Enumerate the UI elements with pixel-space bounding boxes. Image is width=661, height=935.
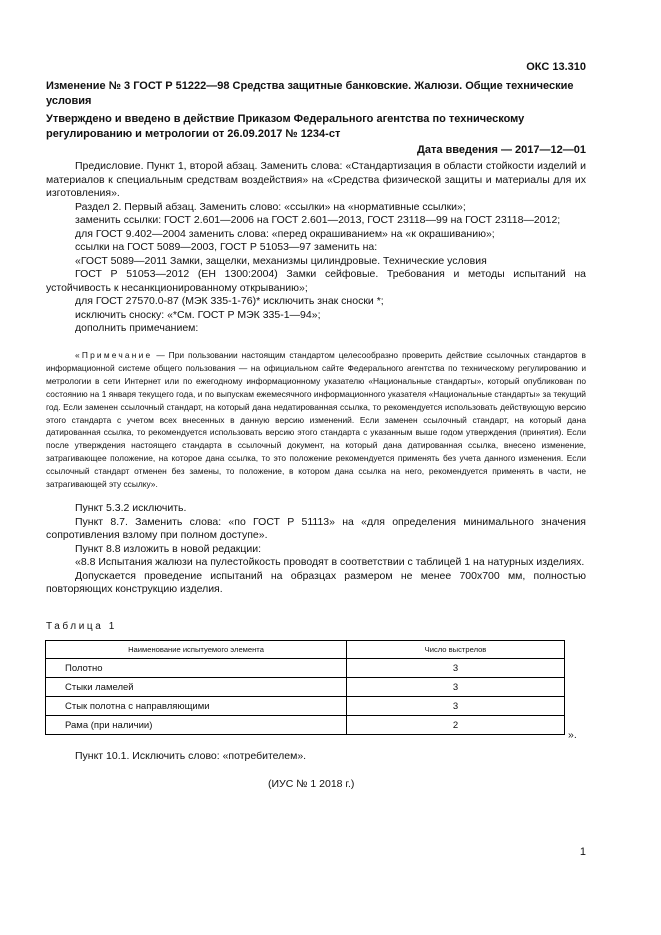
- effective-date: Дата введения — 2017—12—01: [417, 144, 586, 156]
- note-label: «Примечание: [75, 350, 153, 360]
- table-row: [46, 678, 565, 697]
- element-name-cell: Стык полотна с направляющими: [46, 697, 347, 716]
- paragraph: дополнить примечанием:: [75, 322, 199, 334]
- element-name-cell: Полотно: [46, 659, 347, 678]
- table-row: [46, 716, 565, 735]
- column-header-element: Наименование испытуемого элемента: [46, 641, 347, 659]
- shots-table: [45, 640, 565, 735]
- column-header-shots: Число выстрелов: [347, 641, 565, 659]
- shots-cell: 3: [347, 678, 565, 697]
- approval-statement: Утверждено и введено в действие Приказом Федерального агентства по техническому регулированию и метрологии от 26.09.2017 № 1234-ст: [46, 113, 525, 140]
- note-paragraph: [46, 349, 586, 491]
- okc-code: ОКС 13.310: [526, 61, 586, 73]
- paragraph: Пункт 5.3.2 исключить.: [75, 502, 187, 514]
- paragraph-10-1: Пункт 10.1. Исключить слово: «потребителем».: [75, 750, 307, 762]
- shots-cell: 2: [347, 716, 565, 735]
- closing-quote: ».: [568, 729, 577, 741]
- shots-cell: 3: [347, 697, 565, 716]
- table-header-row: [46, 641, 565, 659]
- paragraph: Пункт 8.7. Заменить слова: «по ГОСТ Р 51113» на «для определения минимального значения сопротивления взлому при полном доступе».: [46, 515, 586, 541]
- page-number: 1: [579, 846, 586, 858]
- table-label: Таблица 1: [46, 621, 117, 632]
- element-name-cell: Рама (при наличии): [46, 716, 347, 735]
- paragraph: ГОСТ Р 51053—2012 (ЕН 1300:2004) Замки сейфовые. Требования и методы испытаний на устойчивость к несанкционированному открыванию»;: [46, 268, 586, 294]
- paragraph: «ГОСТ 5089—2011 Замки, защелки, механизмы цилиндровые. Технические условия: [75, 254, 487, 267]
- amendment-title: Изменение № 3 ГОСТ Р 51222—98 Средства защитные банковские. Жалюзи. Общие технические условия: [46, 80, 574, 107]
- paragraph: заменить ссылки: ГОСТ 2.601—2006 на ГОСТ 2.601—2013, ГОСТ 23118—99 на ГОСТ 23118—2012;: [75, 214, 561, 226]
- element-name-cell: Стыки ламелей: [46, 678, 347, 697]
- paragraph: Раздел 2. Первый абзац. Заменить слово: «ссылки» на «нормативные ссылки»;: [75, 200, 466, 213]
- paragraph: Предисловие. Пункт 1, второй абзац. Заменить слова: «Стандартизация в области стойкости изделий и материалов к специальным средствам воздействия» на «Средства физической защиты и материалы для их изготовления».: [46, 160, 586, 199]
- ius-reference: (ИУС № 1 2018 г.): [268, 778, 355, 790]
- paragraph: «8.8 Испытания жалюзи на пулестойкость проводят в соответствии с таблицей 1 на натурных изделиях.: [75, 556, 585, 568]
- paragraph: Допускается проведение испытаний на образцах размером не менее 700х700 мм, полностью повторяющих конструкцию изделия.: [46, 569, 586, 595]
- note-block: [46, 349, 586, 491]
- body-text-2: [46, 502, 586, 597]
- paragraph: ссылки на ГОСТ 5089—2003, ГОСТ Р 51053—97 заменить на:: [75, 241, 378, 253]
- table-row: [46, 659, 565, 678]
- paragraph: Пункт 8.8 изложить в новой редакции:: [75, 542, 262, 555]
- shots-cell: 3: [347, 659, 565, 678]
- table-row: [46, 697, 565, 716]
- body-text-1: [46, 160, 586, 336]
- paragraph: исключить сноску: «*См. ГОСТ Р МЭК 335-1—94»;: [75, 308, 321, 321]
- paragraph: для ГОСТ 27570.0-87 (МЭК 335-1-76)* исключить знак сноски *;: [75, 295, 384, 307]
- note-text: — При пользовании настоящим стандартом целесообразно проверить действие ссылочных стандартов в информационной системе общего пользования — на официальном сайте Федерального агентства по техническому регулированию и метрологии в сети Интернет или по ежегодному информационному указателю «Национальные стандарты», который опубликован по состоянию на 1 января текущего года, и по выпускам ежемесячного информационного указателя «Национальные стандарты» за текущий год. Если заменен ссылочный стандарт, на который дана недатированная ссылка, то рекомендуется использовать действующую версию этого стандарта с учетом всех внесенных в данную версию изменений. Если заменен ссылочный стандарт, на который дана датированная ссылка, то рекомендуется использовать версию этого стандарта с указанным выше годом утверждения (принятия). Если после утверждения настоящего стандарта в ссылочный документ, на который дана датированная ссылка, внесено изменение, затрагивающее положение, на которое дана ссылка, то это положение рекомендуется применять без учета данного изменения. Если ссылочный стандарт отменен без замены, то положение, в котором дана ссылка на него, рекомендуется применять в части, не затрагивающей эту ссылку».: [46, 350, 586, 490]
- paragraph: для ГОСТ 9.402—2004 заменить слова: «перед окрашиванием» на «к окрашиванию»;: [75, 227, 495, 240]
